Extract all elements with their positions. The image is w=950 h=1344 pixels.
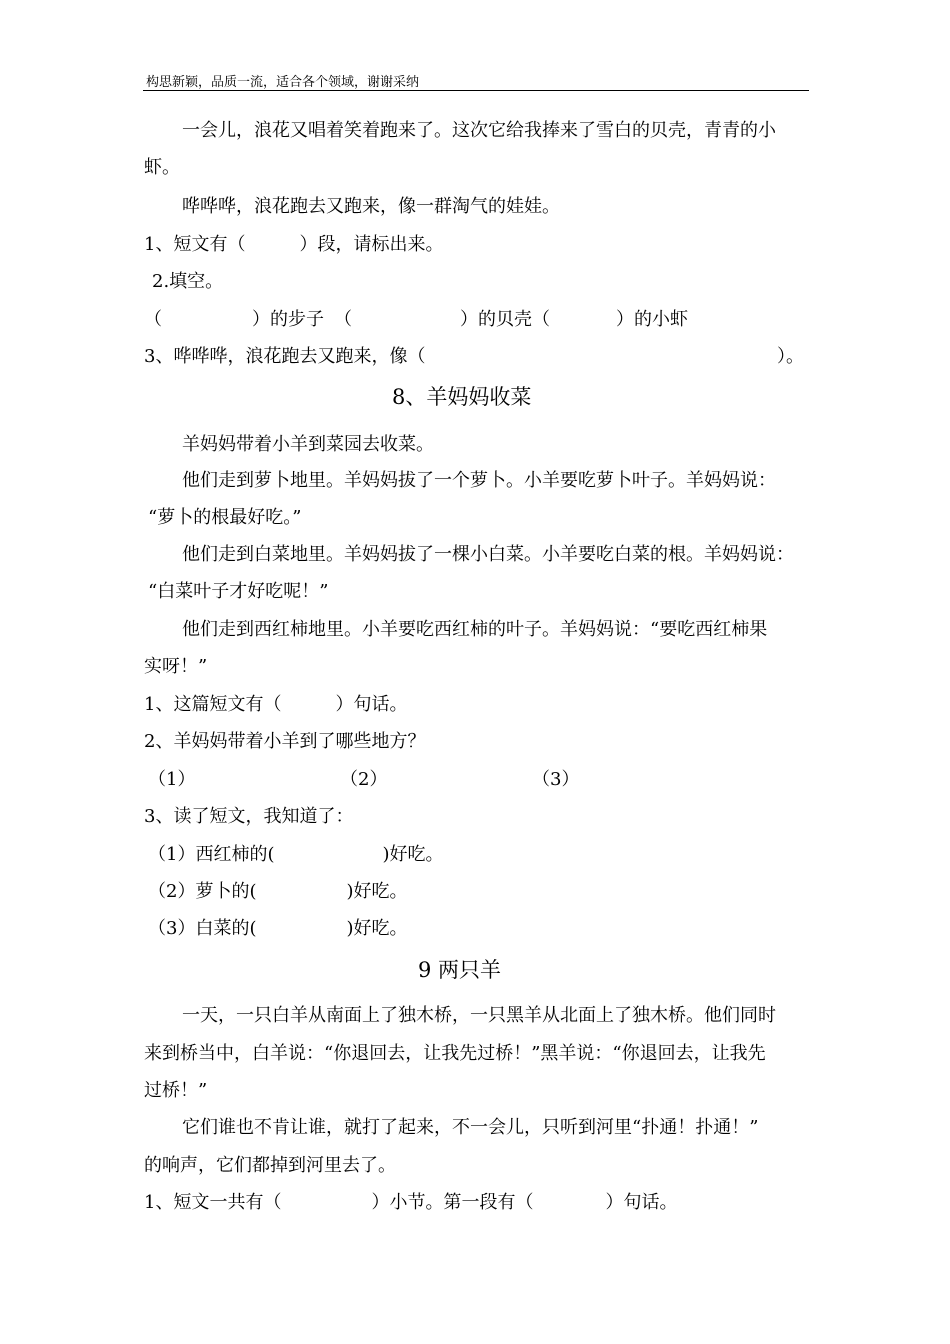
s7-question-2-blank-a: （ ）的步子 bbox=[144, 309, 324, 330]
s9-paragraph-1-line-1: 一天，一只白羊从南面上了独木桥，一只黑羊从北面上了独木桥。他们同时 bbox=[182, 1005, 776, 1026]
s9-paragraph-2-line-2: 的响声，它们都掉到河里去了。 bbox=[144, 1155, 396, 1176]
s7-question-2: 2.填空。 bbox=[152, 271, 224, 292]
s7-question-1: 1、短文有（ ）段，请标出来。 bbox=[144, 234, 444, 255]
s9-paragraph-1-line-2: 来到桥当中，白羊说：“你退回去，让我先过桥！”黑羊说：“你退回去，让我先 bbox=[144, 1043, 766, 1064]
s8-question-3-item-1: （1）西红柿的( )好吃。 bbox=[148, 844, 444, 865]
s7-question-2-blank-c: ）的小虾 bbox=[616, 309, 688, 330]
s8-title: 8、羊妈妈收菜 bbox=[392, 385, 532, 409]
s7-paragraph-1-line-2: 虾。 bbox=[144, 157, 180, 178]
s8-question-2-item-1: （1） bbox=[148, 769, 196, 790]
s8-question-2: 2、羊妈妈带着小羊到了哪些地方？ bbox=[144, 731, 426, 752]
header-text: 构思新颖，品质一流，适合各个领域，谢谢采纳 bbox=[146, 75, 420, 90]
s8-question-1: 1、这篇短文有（ ）句话。 bbox=[144, 694, 408, 715]
s9-question-1: 1、短文一共有（ ）小节。第一段有（ ）句话。 bbox=[144, 1192, 678, 1213]
s7-question-3-end: ）。 bbox=[777, 346, 804, 367]
s9-paragraph-1-line-3: 过桥！” bbox=[144, 1080, 208, 1101]
s7-paragraph-1-line-1: 一会儿，浪花又唱着笑着跑来了。这次它给我捧来了雪白的贝壳，青青的小 bbox=[182, 120, 776, 141]
s8-question-3-item-3: （3）白菜的( )好吃。 bbox=[148, 918, 408, 939]
s8-paragraph-1: 羊妈妈带着小羊到菜园去收菜。 bbox=[182, 434, 434, 455]
s8-question-2-item-3: （3） bbox=[532, 769, 580, 790]
s8-paragraph-2-line-1: 他们走到萝卜地里。羊妈妈拔了一个萝卜。小羊要吃萝卜叶子。羊妈妈说： bbox=[182, 470, 776, 491]
s7-question-3-start: 3、哗哗哗，浪花跑去又跑来，像（ bbox=[144, 346, 426, 367]
s9-paragraph-2-line-1: 它们谁也不肯让谁，就打了起来，不一会儿，只听到河里“扑通！扑通！” bbox=[182, 1117, 759, 1138]
s8-paragraph-3-line-1: 他们走到白菜地里。羊妈妈拔了一棵小白菜。小羊要吃白菜的根。羊妈妈说： bbox=[182, 544, 794, 565]
s8-paragraph-4-line-2: 实呀！” bbox=[144, 656, 208, 677]
s8-paragraph-3-line-2: “白菜叶子才好吃呢！” bbox=[148, 581, 329, 602]
s8-question-2-item-2: （2） bbox=[340, 769, 388, 790]
s8-paragraph-2-line-2: “萝卜的根最好吃。” bbox=[148, 507, 302, 528]
s9-title: 9 两只羊 bbox=[418, 958, 502, 982]
s8-question-3: 3、读了短文，我知道了： bbox=[144, 806, 354, 827]
s7-question-2-blank-b: （ ）的贝壳（ bbox=[334, 309, 550, 330]
s8-paragraph-4-line-1: 他们走到西红柿地里。小羊要吃西红柿的叶子。羊妈妈说：“要吃西红柿果 bbox=[182, 619, 768, 640]
page-header bbox=[143, 70, 809, 91]
s7-paragraph-2: 哗哗哗，浪花跑去又跑来，像一群淘气的娃娃。 bbox=[182, 196, 560, 217]
s8-question-3-item-2: （2）萝卜的( )好吃。 bbox=[148, 881, 408, 902]
